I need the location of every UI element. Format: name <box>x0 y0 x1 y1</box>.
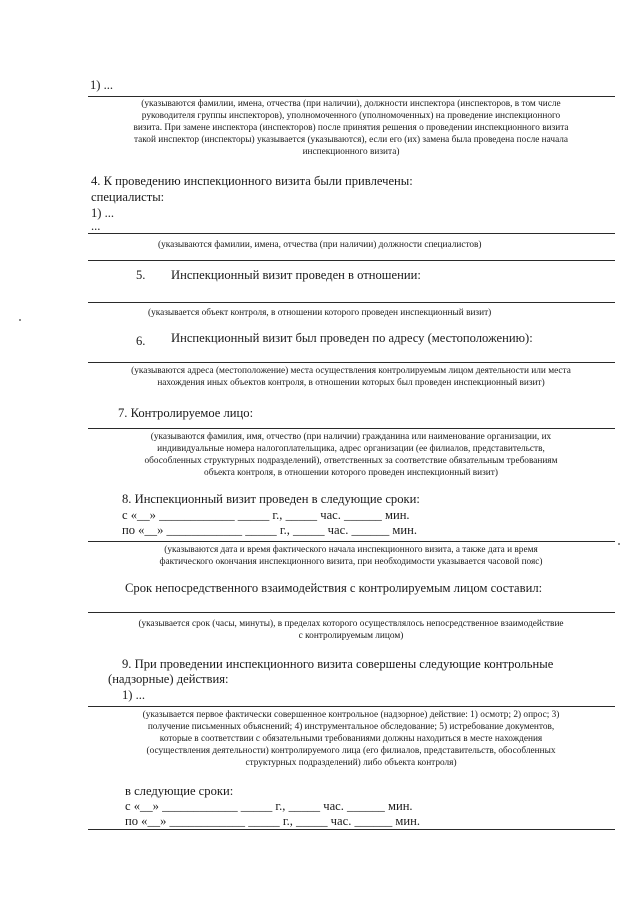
note-line: получение письменных объяснений; 4) инструментальное обследование; 5) истребование документов, <box>147 721 555 732</box>
section-9-heading: 9. При проведении инспекционного визита совершены следующие контрольные <box>122 657 554 671</box>
note-line: (указывается первое фактически совершенное контрольное (надзорное) действие: 1) осмотр; 2) опрос; 3) <box>142 710 560 720</box>
note-line: (указываются дата и время фактического начала инспекционного визита, а также дата и время <box>164 545 538 555</box>
note-line: визита. При замене инспектора (инспекторов) после принятия решения о проведении инспекционного визита <box>133 122 569 133</box>
note-line: руководителя группы инспекторов), уполномоченного (уполномоченных) на проведение инспекционного <box>141 110 561 121</box>
section-9-to: по «__» ____________ _____ г., _____ час. ______ мин. <box>125 814 421 828</box>
note-line: (указываются фамилии, имена, отчества (при наличии), должности инспектора (инспекторов, в том числе <box>141 99 561 109</box>
note-line: с контролируемым лицом) <box>298 630 404 641</box>
note-line: нахождения иных объектов контроля, в отношении которых был проведен инспекционный визит) <box>157 377 545 388</box>
section-9-item: 1) ... <box>122 688 146 702</box>
specialists-item: 1) ... <box>91 206 115 220</box>
note-line: фактического окончания инспекционного визита, при необходимости указывается часовой пояс) <box>159 556 543 567</box>
section-7-heading: 7. Контролируемое лицо: <box>118 406 254 420</box>
section-5-text: Инспекционный визит проведен в отношении: <box>171 268 421 282</box>
note-line: индивидуальные номера налогоплательщика, адрес организации (ее филиалов, представительств, <box>157 443 545 454</box>
interaction-duration-note <box>86 619 616 643</box>
section-7-line <box>88 428 615 429</box>
inspectors-item: 1) ... <box>90 78 114 92</box>
specialists-label: специалисты: <box>91 190 165 204</box>
note-line: (указываются фамилия, имя, отчество (при наличии) гражданина или наименование организации, их <box>150 432 552 442</box>
note-line: обособленных структурных подразделений), ответственных за соответствие обязательным требованиям <box>144 455 558 466</box>
section-8-to: по «__» ____________ _____ г., _____ час. ______ мин. <box>122 523 418 537</box>
specialists-more: ... <box>91 219 101 233</box>
section-9-line-2 <box>88 829 615 830</box>
section-6-text: Инспекционный визит был проведен по адресу (местоположению): <box>171 331 533 345</box>
specialists-line-2 <box>88 260 615 261</box>
specialists-line <box>88 233 615 234</box>
interaction-duration-line <box>88 612 615 613</box>
section-6-number: 6. <box>136 334 146 348</box>
section-5-note: (указывается объект контроля, в отношении которого проведен инспекционный визит) <box>148 308 492 318</box>
note-line: объекта контроля, в отношении которого проведен инспекционный визит) <box>204 467 498 478</box>
note-line: инспекционного визита) <box>302 146 400 157</box>
note-line: которые в соответствии с обязательными требованиями должны находиться в месте нахождения <box>159 733 543 744</box>
section-9-from: с «__» ____________ _____ г., _____ час. ______ мин. <box>125 799 413 813</box>
section-6-line <box>88 362 615 363</box>
section-4-heading: 4. К проведению инспекционного визита были привлечены: <box>91 174 413 188</box>
section-8-note <box>86 545 616 569</box>
section-9-note <box>86 710 616 769</box>
scan-mark <box>19 319 21 321</box>
section-6-note <box>86 366 616 390</box>
note-line: (указываются адреса (местоположение) места осуществления контролируемым лицом деятельности или места <box>131 366 571 376</box>
section-8-heading: 8. Инспекционный визит проведен в следующие сроки: <box>122 492 420 506</box>
inspectors-note <box>86 99 616 158</box>
inspectors-line <box>88 96 615 97</box>
specialists-note: (указываются фамилии, имена, отчества (при наличии) должности специалистов) <box>158 240 482 250</box>
section-8-from: с «__» ____________ _____ г., _____ час. ______ мин. <box>122 508 410 522</box>
note-line: (осуществления деятельности) контролируемого лица (его филиалов, представительств, обособленных <box>146 745 556 756</box>
section-5-line <box>88 302 615 303</box>
section-8-line <box>88 541 615 542</box>
section-5-number: 5. <box>136 268 146 282</box>
scan-mark <box>618 543 620 545</box>
note-line: такой инспектор (инспекторы) указывается (указываются), если его (их) замена была проведена после начала <box>133 134 569 145</box>
note-line: (указывается срок (часы, минуты), в пределах которого осуществлялось непосредственное взаимодействие <box>138 619 564 629</box>
section-9-heading-cont: (надзорные) действия: <box>108 672 229 686</box>
section-9-dates-heading: в следующие сроки: <box>125 784 234 798</box>
interaction-duration-label: Срок непосредственного взаимодействия с контролируемым лицом составил: <box>125 581 543 595</box>
section-9-line <box>88 706 615 707</box>
section-7-note <box>86 432 616 480</box>
note-line: структурных подразделений) либо объекта контроля) <box>245 757 457 768</box>
